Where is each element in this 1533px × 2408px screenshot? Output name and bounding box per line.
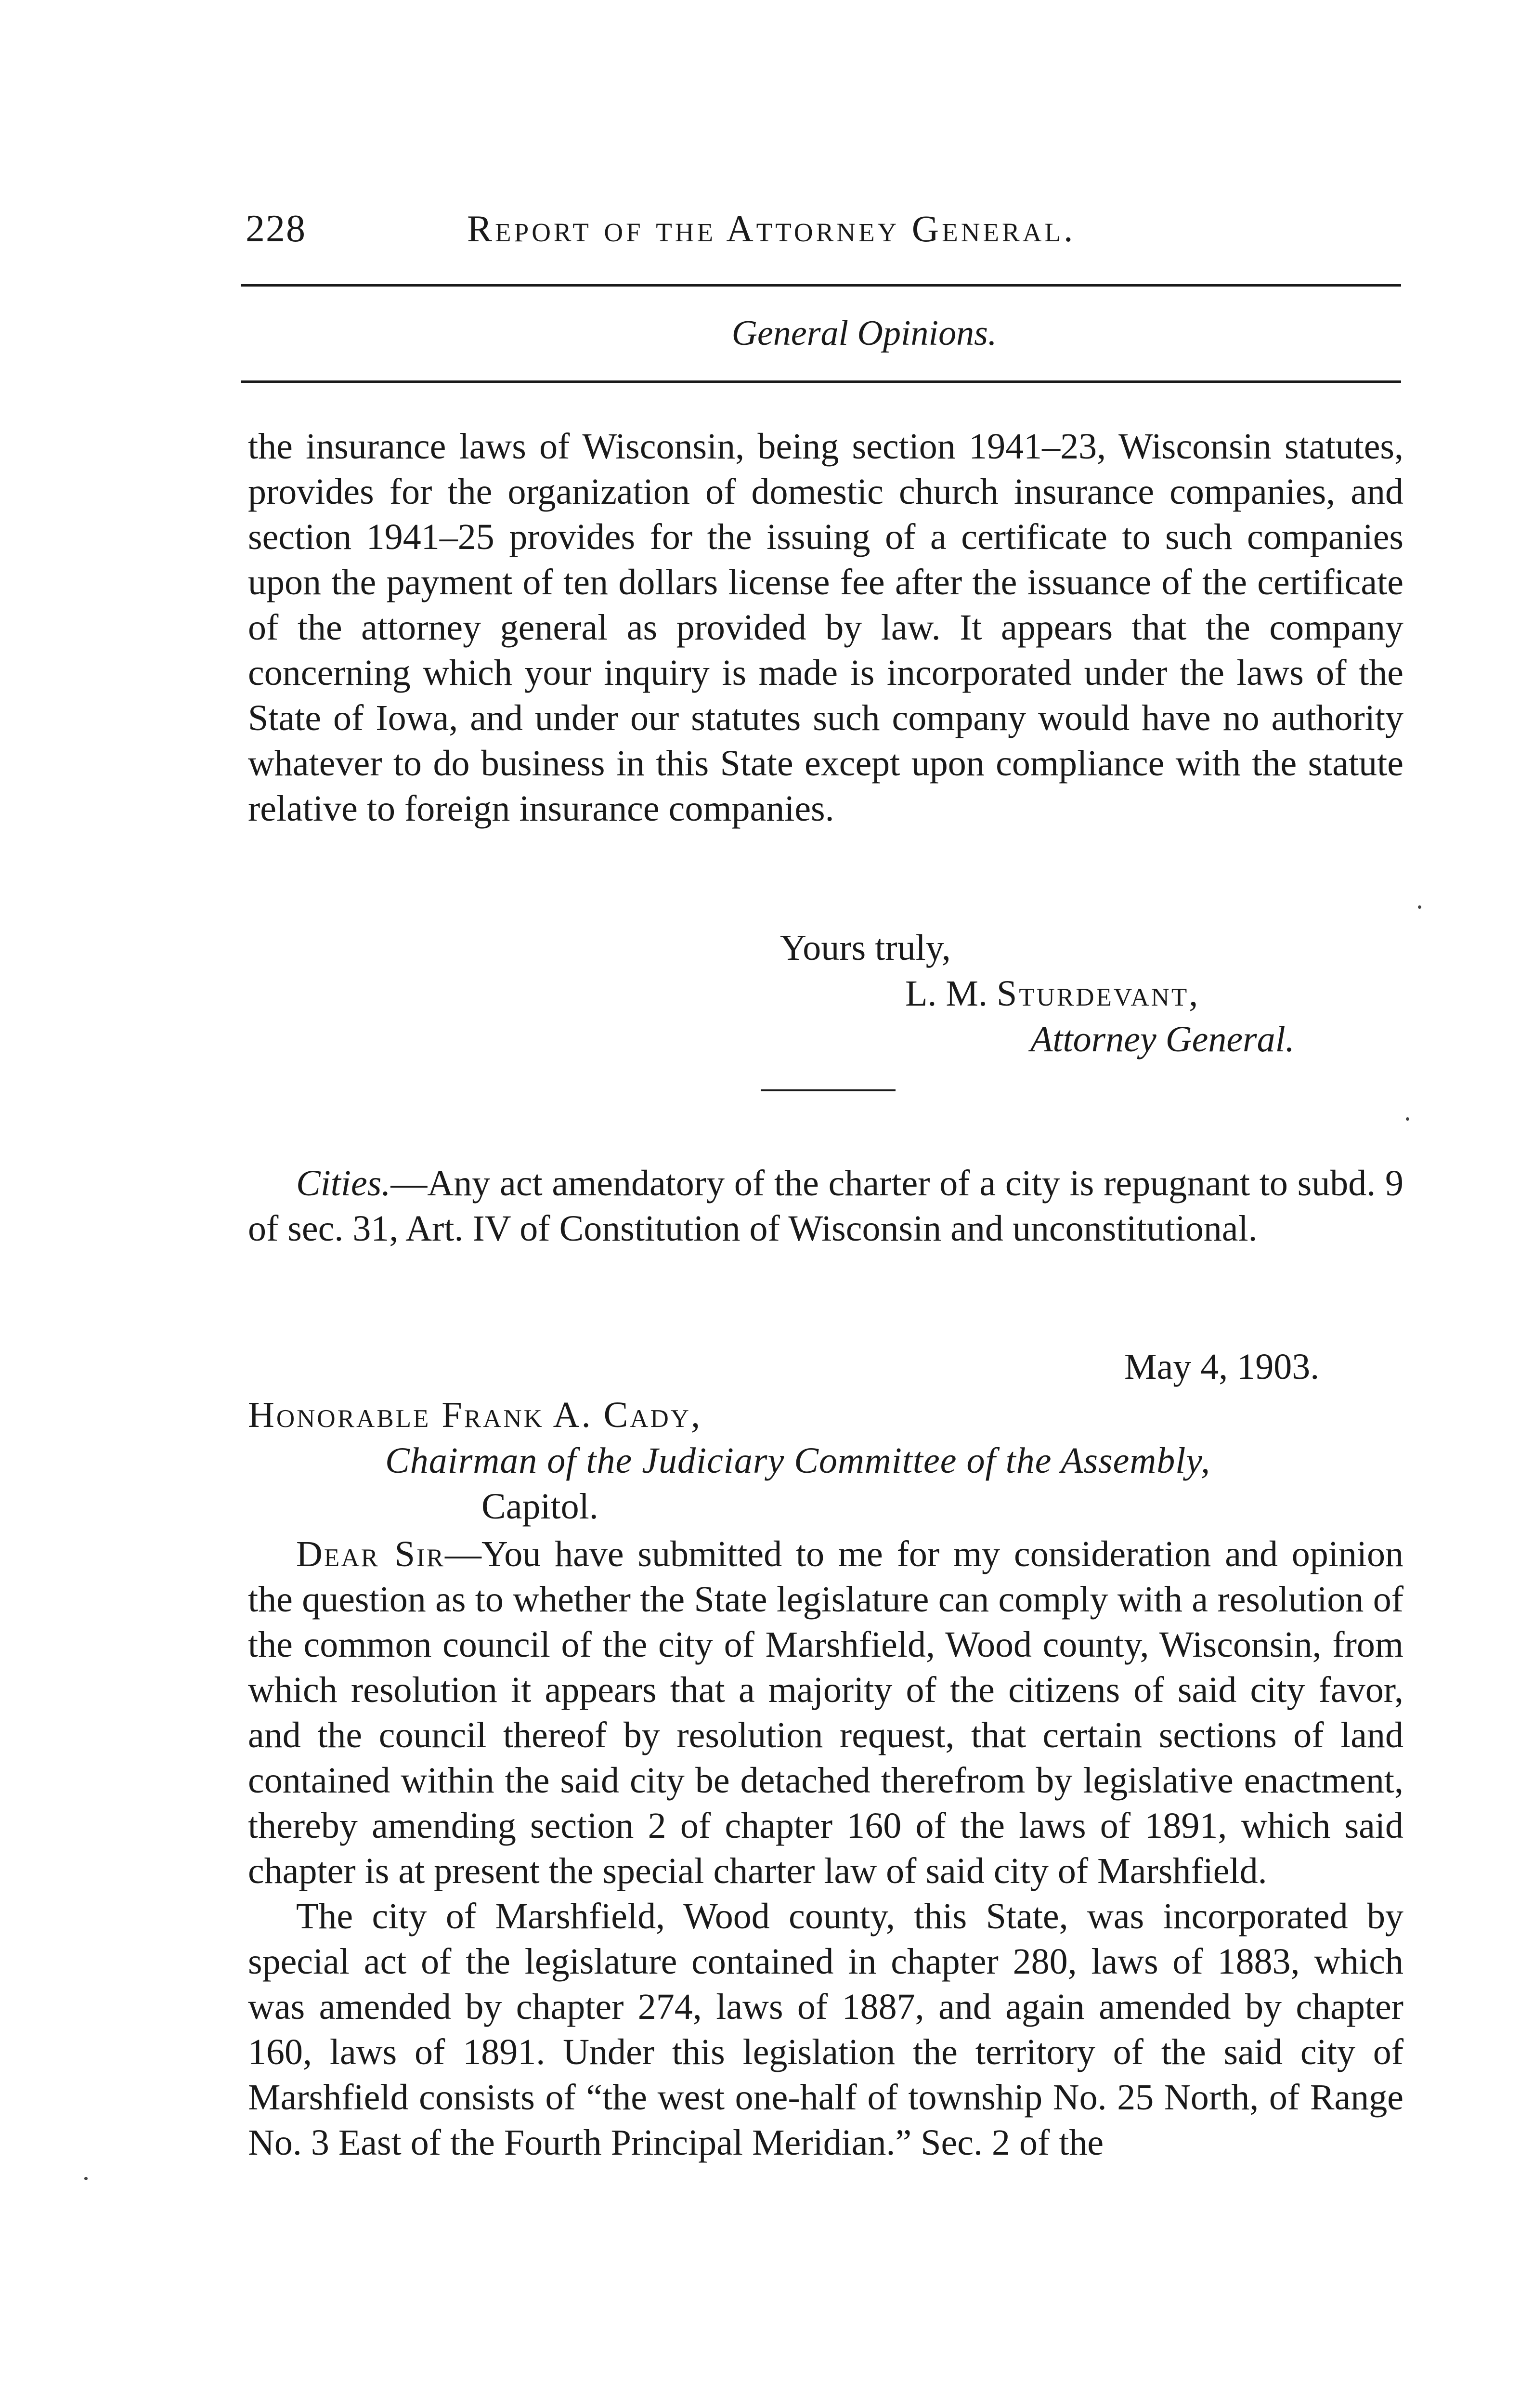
signature-name xyxy=(905,973,1200,1015)
letter-date: May 4, 1903. xyxy=(1124,1347,1320,1387)
print-speck xyxy=(84,2177,88,2180)
header-rule-top xyxy=(241,284,1401,287)
headnote-paragraph xyxy=(248,1161,1403,1251)
salutation: Dear Sir xyxy=(296,1534,445,1574)
letter-paragraph-1-text: —You have submitted to me for my consideration and opinion the question as to whether the State legislature can comply with a resolution of the common council of the city of Marshfield, Wood county, Wisconsin, from which resolution it appears that a majority of the citizens of said city favor, and the council thereof by resolution request, that certain sections of land contained within the said city be detached therefrom by legislative enactment, thereby amending section 2 of chapter 160 of the laws of 1891, which said chapter is at present the special charter law of said city of Marshfield. xyxy=(248,1534,1403,1891)
print-speck xyxy=(1406,1117,1409,1121)
headnote xyxy=(248,1161,1403,1251)
letter-body xyxy=(248,1531,1403,2165)
letter-paragraph-1 xyxy=(248,1531,1403,1894)
opinion-separator xyxy=(761,1089,896,1091)
previous-opinion-text: the insurance laws of Wisconsin, being section 1941–23, Wisconsin statutes, provides for the organization of domestic church insurance companies, and section 1941–25 provides for the issuing of a certificate to such companies upon the payment of ten dollars license fee after the issuance of the certificate of the attorney general as provided by law. It appears that the company concerning which your inquiry is made is incorporated under the laws of the State of Iowa, and under our statutes such company would have no authority whatever to do business in this State except upon compliance with the statute relative to foreign insurance companies. xyxy=(248,426,1403,829)
print-speck xyxy=(1418,905,1421,909)
section-heading: General Opinions. xyxy=(731,314,997,353)
addressee-name: Honorable Frank A. Cady, xyxy=(248,1395,702,1435)
headnote-topic: Cities. xyxy=(296,1163,391,1204)
header-rule-bottom xyxy=(241,380,1401,383)
running-head xyxy=(246,207,1401,265)
letter-paragraph-2: The city of Marshfield, Wood county, this State, was incorporated by special act of the legislature contained in chapter 280, laws of 1883, which was amended by chapter 274, laws of 1887, and again amended by chapter 160, laws of 1891. Under this legislation the territory of the said city of Marshfield consists of “the west one-half of township No. 25 North, of Range No. 3 East of the Fourth Principal Meridian.” Sec. 2 of the xyxy=(248,1896,1403,2163)
signer-initials: L. M. xyxy=(905,973,987,1014)
addressee-role: Chairman of the Judiciary Committee of the Assembly, xyxy=(385,1440,1210,1481)
addressee-place: Capitol. xyxy=(481,1486,598,1527)
headnote-text: —Any act amendatory of the charter of a city is repugnant to subd. 9 of sec. 31, Art. IV of Constitution of Wisconsin and unconstitutional. xyxy=(248,1163,1403,1249)
report-title: Report of the Attorney General. xyxy=(467,208,1076,249)
signer-surname: Sturdevant, xyxy=(997,973,1200,1014)
previous-opinion-paragraph xyxy=(248,424,1403,831)
page-number: 228 xyxy=(246,208,306,250)
letter-closing: Yours truly, xyxy=(780,928,951,968)
signer-title: Attorney General. xyxy=(1030,1019,1295,1060)
